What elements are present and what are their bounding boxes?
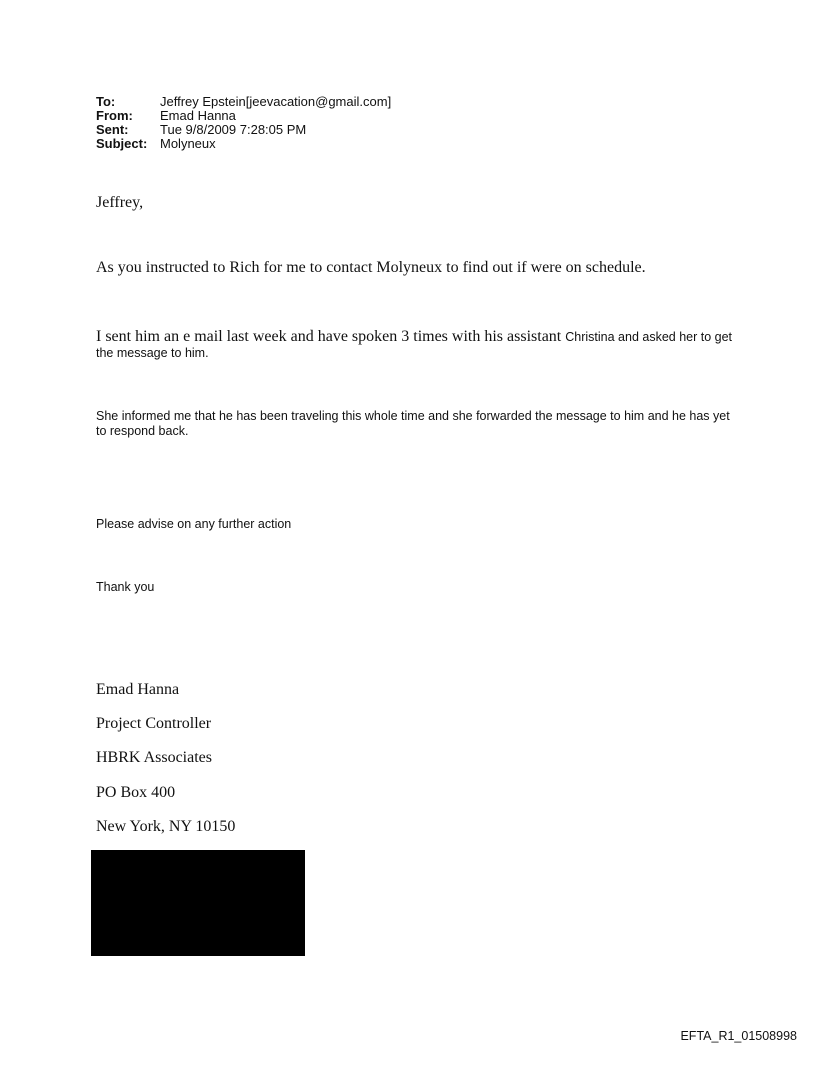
header-subject-row: [96, 137, 391, 151]
header-from-row: [96, 109, 391, 123]
body-paragraph-2-serif: I sent him an e mail last week and have spoken 3 times with his assistant: [96, 328, 566, 345]
body-paragraph-2: [96, 329, 736, 361]
signature-po-box: PO Box 400: [96, 784, 176, 801]
body-paragraph-1: As you instructed to Rich for me to contact Molyneux to find out if were on schedule.: [96, 259, 646, 276]
email-header: [96, 95, 391, 151]
redaction-block: [91, 850, 305, 956]
email-greeting: Jeffrey,: [96, 194, 144, 211]
signature-name: Emad Hanna: [96, 681, 180, 698]
document-id: EFTA_R1_01508998: [680, 1029, 797, 1043]
subject-label: Subject:: [96, 136, 148, 151]
header-to-row: [96, 95, 391, 109]
from-value: Emad Hanna: [160, 108, 236, 123]
signature-company: HBRK Associates: [96, 749, 212, 766]
body-paragraph-2-sans: Christina and asked her to get the message to him.: [96, 330, 733, 360]
sent-value: Tue 9/8/2009 7:28:05 PM: [160, 122, 307, 137]
subject-value: Molyneux: [160, 136, 216, 151]
signature-city: New York, NY 10150: [96, 818, 236, 835]
to-value: Jeffrey Epstein[jeevacation@gmail.com]: [160, 94, 392, 109]
from-label: From:: [96, 108, 133, 123]
body-paragraph-3: She informed me that he has been traveling this whole time and she forwarded the message to him and he has yet to respond back.: [96, 409, 730, 438]
to-label: To:: [96, 94, 116, 109]
body-paragraph-4: Please advise on any further action: [96, 517, 292, 531]
header-sent-row: [96, 123, 391, 137]
sent-label: Sent:: [96, 122, 129, 137]
signature-title: Project Controller: [96, 715, 212, 732]
email-closing: Thank you: [96, 580, 155, 594]
